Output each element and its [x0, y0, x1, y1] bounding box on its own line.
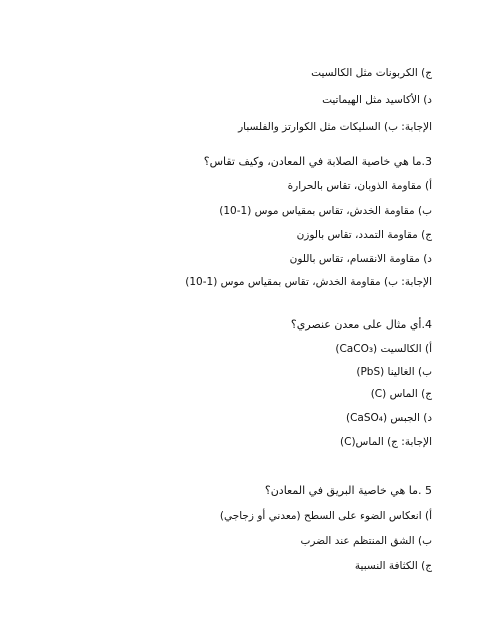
- answer-q4: الإجابة: ج) الماس(C): [340, 436, 432, 448]
- answer-q3: الإجابة: ب) مقاومة الخدش، تقاس بمقياس موس (1-10): [185, 276, 432, 288]
- q4-option-b: ب) الغالينا (PbS): [356, 366, 432, 378]
- q5-option-a: أ) انعكاس الضوء على السطح (معدني أو زجاجي): [219, 510, 432, 522]
- q4-option-c: ج) الماس (C): [370, 388, 432, 400]
- question-4: 4.أي مثال على معدن عنصري؟: [290, 318, 432, 331]
- q4-option-d: د) الجبس (CaSO₄): [345, 412, 432, 424]
- q5-option-b: ب) الشق المنتظم عند الضرب: [300, 535, 432, 547]
- q3-option-d: د) مقاومة الانقسام، تقاس باللون: [289, 253, 432, 265]
- q3-option-a: أ) مقاومة الذوبان، تقاس بالحرارة: [287, 180, 432, 192]
- answer-q2: الإجابة: ب) السليكات مثل الكوارتز والفلسبار: [238, 121, 432, 133]
- q3-option-c: ج) مقاومة التمدد، تقاس بالوزن: [296, 229, 432, 241]
- option-d-oxides: د) الأكاسيد مثل الهيماتيت: [322, 94, 432, 106]
- q3-option-b: ب) مقاومة الخدش، تقاس بمقياس موس (1-10): [219, 205, 432, 217]
- q5-option-c: ج) الكثافة النسبية: [354, 560, 432, 572]
- question-5: 5 .ما هي خاصية البريق في المعادن؟: [264, 484, 432, 497]
- q4-option-a: أ) الكالسيت (CaCO₃): [335, 343, 432, 355]
- question-3: 3.ما هي خاصية الصلابة في المعادن، وكيف تقاس؟: [203, 155, 432, 168]
- option-c-carbonates: ج) الكربونات مثل الكالسيت: [311, 67, 432, 79]
